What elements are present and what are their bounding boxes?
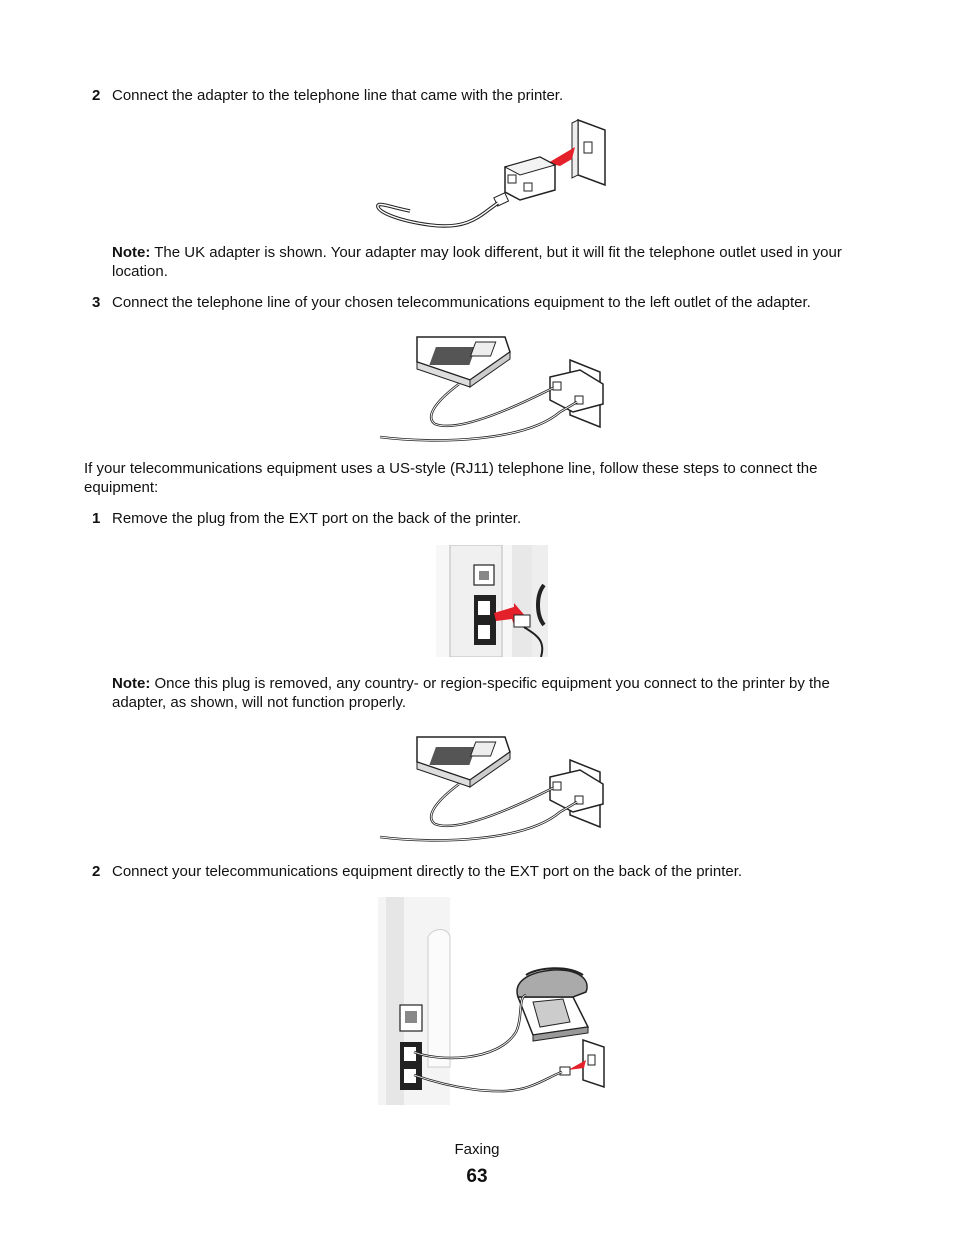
ext-port-plug-removal-illustration bbox=[436, 545, 548, 657]
step-2b-number: 2 bbox=[92, 863, 101, 880]
adapter-to-outlet-illustration bbox=[370, 115, 615, 230]
step-1-text: Remove the plug from the EXT port on the back of the printer. bbox=[112, 510, 522, 527]
phone-to-ext-port-illustration bbox=[378, 897, 610, 1107]
intro-paragraph: If your telecommunications equipment uses a US-style (RJ11) telephone line, follow these steps to connect the equipment: bbox=[84, 460, 818, 496]
step-2-text: Connect the adapter to the telephone line that came with the printer. bbox=[112, 87, 564, 104]
fax-to-adapter-illustration bbox=[375, 322, 610, 447]
page-number: 63 bbox=[466, 1166, 488, 1187]
step-3-number: 3 bbox=[92, 294, 101, 311]
note-1: Note: The UK adapter is shown. Your adapter may look different, but it will fit the telephone outlet used in your location. bbox=[112, 244, 842, 280]
step-2-number: 2 bbox=[92, 87, 101, 104]
step-2b-text: Connect your telecommunications equipment directly to the EXT port on the back of the printer. bbox=[112, 863, 743, 880]
footer-section: Faxing bbox=[454, 1141, 500, 1158]
fax-to-adapter-illustration-2 bbox=[375, 722, 610, 847]
step-1-number: 1 bbox=[92, 510, 101, 527]
note-2: Note: Once this plug is removed, any country- or region-specific equipment you connect to the printer by the adapter, as shown, will not function properly. bbox=[112, 675, 830, 711]
step-3-text: Connect the telephone line of your chosen telecommunications equipment to the left outlet of the adapter. bbox=[112, 294, 811, 311]
